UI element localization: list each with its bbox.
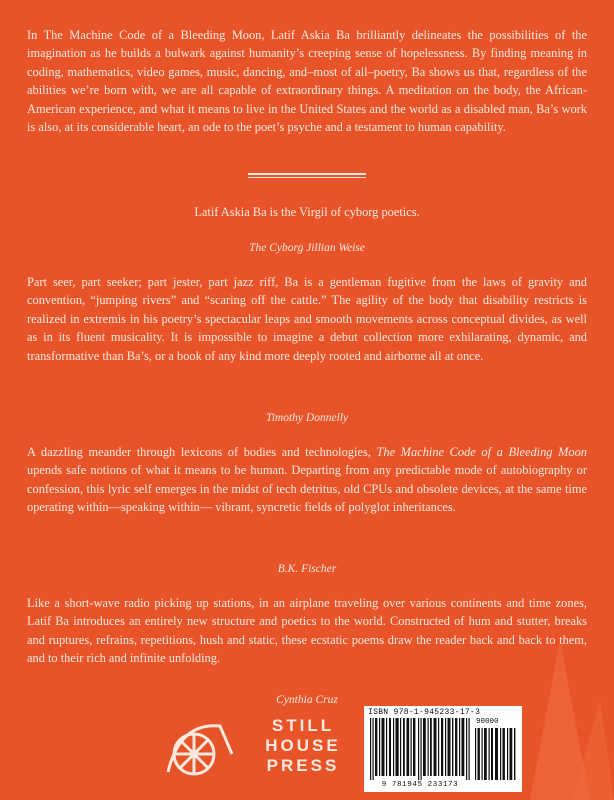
barcode: [364, 706, 522, 792]
barcode-addon-number: 90000: [476, 718, 499, 726]
book-title: The Machine Code of a Bleeding Moon: [376, 445, 587, 459]
blurb-5-attribution: Cynthia Cruz: [276, 694, 338, 706]
blurb-3-attribution: Timothy Donnelly: [265, 412, 349, 424]
blurb-4-attribution: B.K. Fischer: [277, 563, 337, 575]
spinning-wheel-icon: [160, 714, 240, 784]
publisher-name: STILL HOUSE PRESS: [265, 716, 341, 775]
blurb-2-attribution: The Cyborg Jillian Weise: [249, 242, 365, 254]
blurb-2-text: Latif Askia Ba is the Virgil of cyborg poetics.: [194, 205, 420, 219]
blurb-5-text: Like a short-wave radio picking up stations, in an airplane traveling over various continents and time zones, Latif Ba introduces an entirely new structure and poetics to the world. Constructed of hum and stutter, breaks and ruptures, refrains, repetitions, hush and static, these ecstatic poems draw the reader back and back to them, and to their rich and infinite unfolding.: [27, 596, 587, 666]
blurb-3-text: Part seer, part seeker; part jester, part jazz riff, Ba is a gentleman fugitive from the laws of gravity and convention, “jumping rivers” and “scaring off the cattle.” The agility of the body that disability restricts is realized in extremis in his poetry’s spectacular leaps and smooth movements across conceptual divides, as well as in its fluent musicality. It is impossible to imagine a debut collection more exhilarating, dynamic, and transformative than Ba’s, or a book of any kind more deeply rooted and airborne all at once.: [27, 275, 587, 363]
blurb-4-text: A dazzling meander through lexicons of bodies and technologies, The Machine Code of a Bleeding Moon upends safe notions of what it means to be human. Departing from any predictable mode of autobiography or confession, this lyric self emerges in the midst of tech detritus, old CPUs and obsolete devices, at the same time operating within—speaking within— vibrant, syncretic fields of polyglot inheritances.: [27, 445, 587, 515]
barcode-digits: 9 781945 233173: [381, 781, 459, 789]
section-divider: [248, 173, 366, 178]
barcode-addon-bars: [474, 728, 518, 780]
barcode-bars: [368, 718, 472, 780]
blurb-1-text: In The Machine Code of a Bleeding Moon, Latif Askia Ba brilliantly delineates the possibilities of the imagination as he builds a bulwark against humanity’s creeping sense of hopelessness. By finding meaning in coding, mathematics, video games, music, dancing, and–most of all–poetry, Ba shows us that, regardless of the abilities we’re born with, we are all capable of extraordinary things. A meditation on the body, the African-American experience, and what it means to live in the United States and the world as a disabled man, Ba’s work is also, at its considerable heart, an ode to the poet’s psyche and a testament to human capability.: [27, 28, 587, 135]
isbn-label: ISBN 978-1-945233-17-3: [368, 708, 481, 717]
